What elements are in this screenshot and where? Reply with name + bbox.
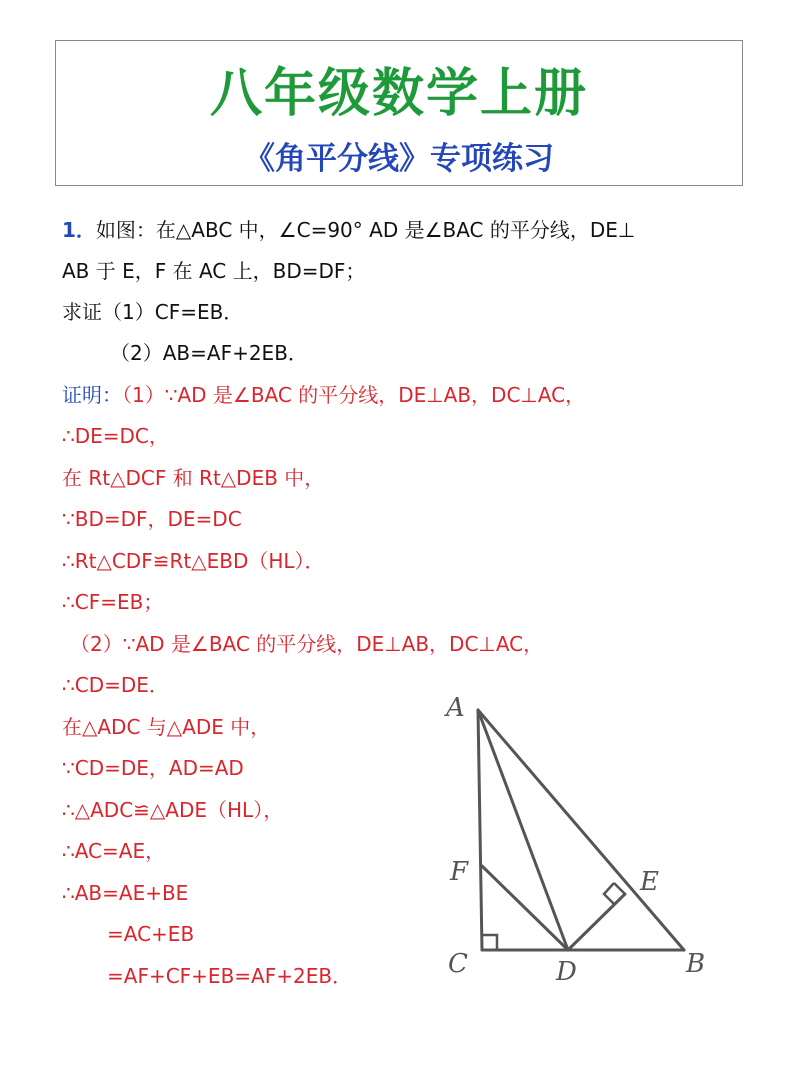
label-e: E xyxy=(640,867,659,897)
prove-line-2: （2）AB=AF+2EB． xyxy=(110,341,308,365)
proof-line-11: ∴AC=AE， xyxy=(62,839,166,863)
label-c: C xyxy=(448,949,468,979)
segment-ad xyxy=(478,710,568,950)
segment-ac xyxy=(478,710,482,950)
proof-line-14: =AF+CF+EB=AF+2EB． xyxy=(107,964,353,988)
proof-line-6: （2）∵AD 是∠BAC 的平分线，DE⊥AB，DC⊥AC， xyxy=(70,632,544,656)
proof-line-3: ∵BD=DF，DE=DC xyxy=(62,507,242,531)
proof-line-9: ∵CD=DE，AD=AD xyxy=(62,756,244,780)
proof-line-7: ∴CD=DE． xyxy=(62,673,169,697)
problem-number: 1． xyxy=(62,218,96,242)
problem-text-1: 如图：在△ABC 中，∠C=90° AD 是∠BAC 的平分线，DE⊥ xyxy=(95,218,636,242)
proof-line-8: 在△ADC 与△ADE 中， xyxy=(62,715,271,739)
problem-line-2: AB 于 E，F 在 AC 上，BD=DF； xyxy=(62,259,366,283)
label-a: A xyxy=(446,693,465,723)
segment-ab xyxy=(478,710,684,950)
page-title: 八年级数学上册 xyxy=(209,64,588,124)
right-angle-c xyxy=(482,935,497,950)
proof-line-13: =AC+EB xyxy=(107,922,195,946)
prove-line-1: 求证（1）CF=EB． xyxy=(62,300,244,324)
label-b: B xyxy=(686,949,706,979)
proof-line-1: ∴DE=DC， xyxy=(62,424,169,448)
segment-fd xyxy=(482,866,568,950)
proof-label: 证明： xyxy=(62,383,122,407)
proof-line-10: ∴△ADC≌△ADE（HL）， xyxy=(62,798,284,822)
right-angle-e xyxy=(604,883,615,905)
segment-de xyxy=(568,894,625,950)
proof-line-12: ∴AB=AE+BE xyxy=(62,881,189,905)
label-d: D xyxy=(556,957,577,987)
proof-line-4: ∴Rt△CDF≌Rt△EBD（HL）． xyxy=(62,549,325,573)
page-subtitle: 《角平分线》专项练习 xyxy=(244,141,554,177)
label-f: F xyxy=(450,857,469,887)
proof-line-5: ∴CF=EB； xyxy=(62,590,164,614)
proof-text-0: （1）∵AD 是∠BAC 的平分线，DE⊥AB，DC⊥AC， xyxy=(122,383,586,407)
proof-line-2: 在 Rt△DCF 和 Rt△DEB 中， xyxy=(62,466,325,490)
